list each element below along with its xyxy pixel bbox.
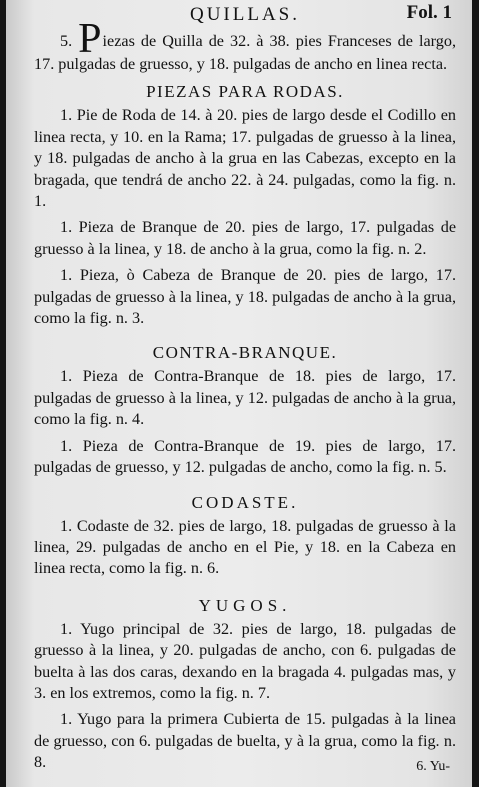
paragraph-codaste-1: 1. Codaste de 32. pies de largo, 18. pulgadas de gruesso à la linea, 29. pulgadas de ancho en el Pie, y 18. en la Cabeza en linea recta, como la fig. n. 6. [34, 516, 456, 578]
folio-number: Fol. 1 [406, 2, 452, 23]
section-heading-contra-branque: CONTRA-BRANQUE. [152, 343, 338, 363]
running-title: QUILLAS. [189, 4, 301, 25]
section-heading-codaste: CODASTE. [191, 492, 299, 512]
section-heading-yugos: YUGOS. [198, 595, 292, 615]
paragraph-yugos-1: 1. Yugo principal de 32. pies de largo, 18. pulgadas de gruesso à la linea, y 20. pulgadas de ancho, con 6. pulgadas de buelta à las dos caras, dexando en la bragada 4. pulgadas mas, y 3. en los extremos, como la fig. n. 7. [34, 619, 456, 702]
intro-paragraph [34, 16, 457, 75]
paragraph-contra-branque-1: 1. Pieza de Contra-Branque de 18. pies de largo, 17. pulgadas de gruesso à la linea, y 12. pulgadas de ancho à la grua, como la fig. n. 4. [34, 367, 456, 429]
paragraph-rodas-2: 1. Pieza de Branque de 20. pies de largo, 17. pulgadas de gruesso à la linea, y 18. de ancho à la grua, como la fig. n. 2. [34, 218, 456, 258]
running-head [34, 2, 456, 24]
paragraph-contra-branque-2: 1. Pieza de Contra-Branque de 19. pies de largo, 17. pulgadas de gruesso, y 12. pulgadas de ancho, como la fig. n. 5. [34, 436, 456, 477]
intro-number: 5. [60, 32, 73, 50]
paragraph-rodas-1: 1. Pie de Roda de 14. à 20. pies de largo desde el Codillo en linea recta, y 10. en la Rama; 17. pulgadas de gruesso à la linea, y 18. pulgadas de ancho à la grua en las Cabezas, excepto en la bragada, que tendrá de ancho 22. à 24. pulgadas, como la fig. n. 1. [34, 106, 456, 211]
intro-text: iezas de Quilla de 32. à 38. pies Franceses de largo, 17. pulgadas de gruesso, y 18. pulgadas de ancho en linea recta. [34, 32, 457, 73]
drop-cap: P [78, 16, 102, 62]
catchword: 6. Yu- [416, 759, 450, 774]
paragraph-rodas-3: 1. Pieza, ò Cabeza de Branque de 20. pies de largo, 17. pulgadas de gruesso à la linea, y 18. pulgadas de ancho à la grua, como la fig. n. 3. [34, 266, 456, 328]
paragraph-yugos-2: 1. Yugo para la primera Cubierta de 15. pulgadas à la linea de gruesso, con 6. pulgadas de buelta, y à la grua, como la fig. n. 8. [34, 710, 456, 772]
book-page [6, 0, 472, 787]
section-heading-rodas: PIEZAS PARA RODAS. [146, 82, 344, 102]
